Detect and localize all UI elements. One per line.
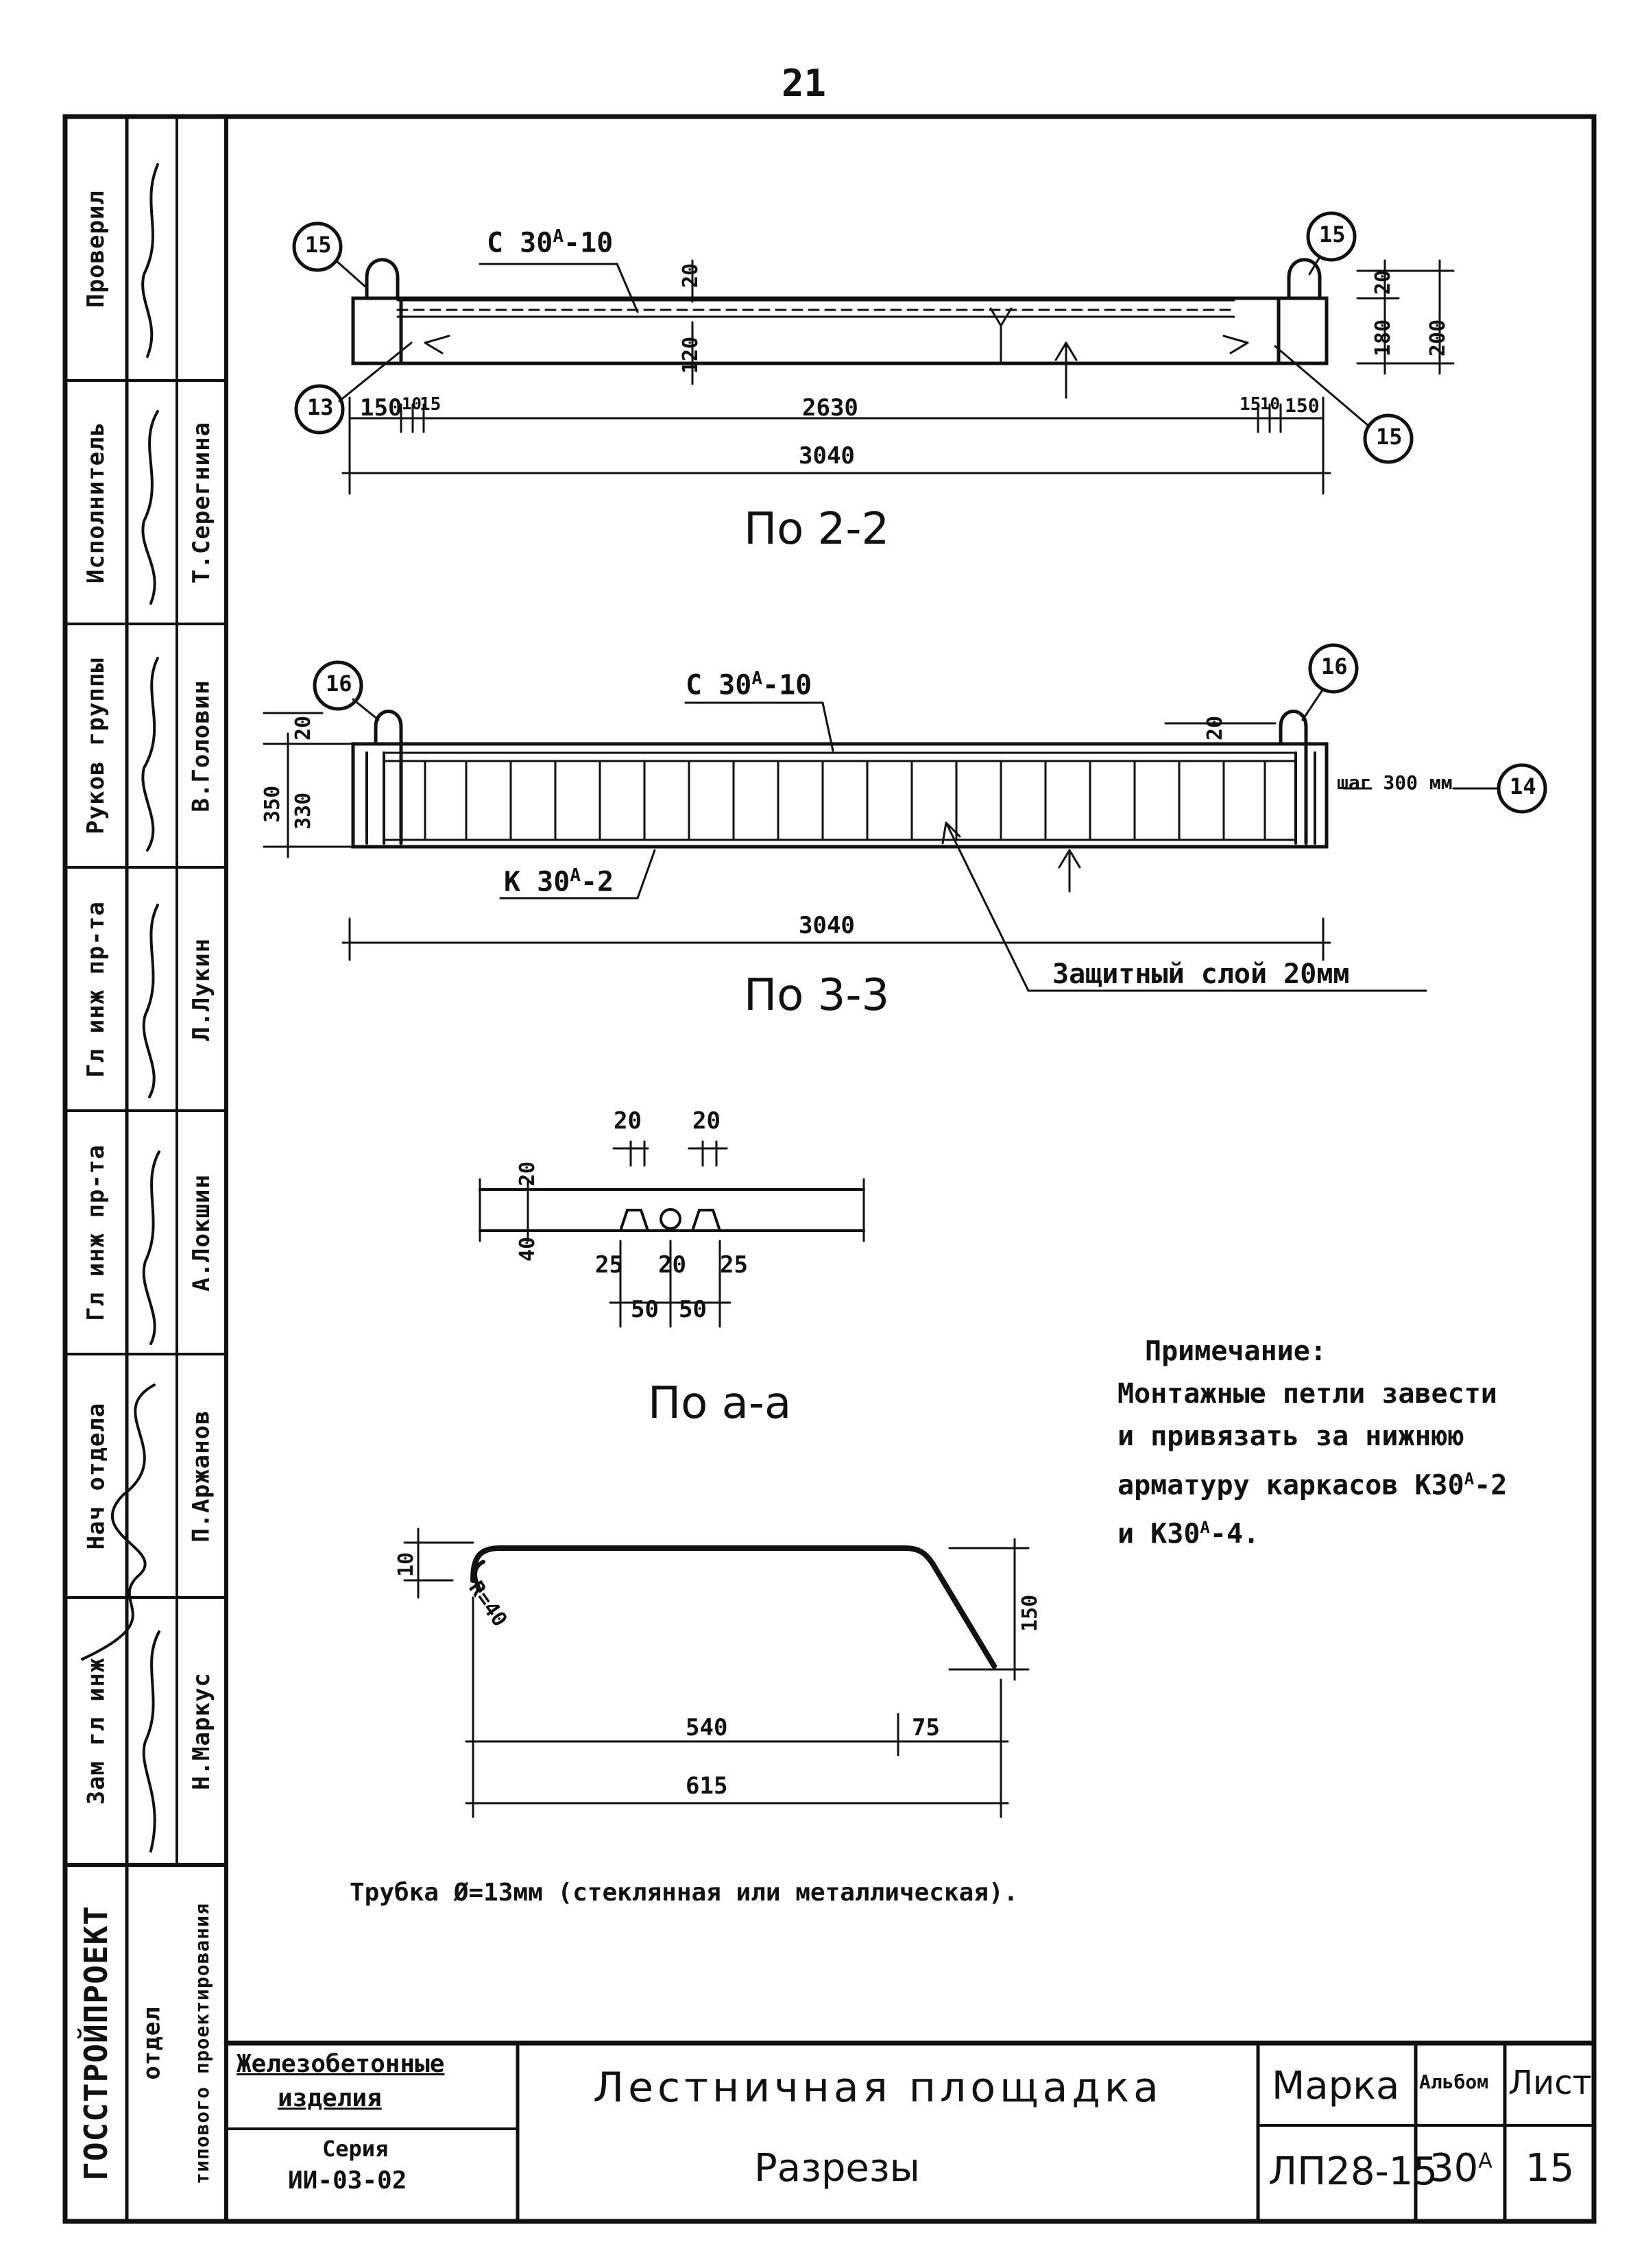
callout-15-left: 15: [305, 232, 332, 258]
section-2-2-drawing: [294, 213, 1453, 494]
dim-a-top-1: 20: [614, 1107, 642, 1135]
callout-16-right: 16: [1321, 653, 1348, 679]
vdim-200: 200: [1426, 319, 1450, 357]
vdim-350: 350: [261, 785, 285, 823]
note-title: Примечание:: [1145, 1336, 1327, 1367]
caption-section-3-3: По 3-3: [744, 970, 890, 1021]
dim-a-bot-3: 25: [720, 1251, 748, 1279]
note-line-1: Монтажные петли завести: [1117, 1378, 1497, 1410]
stamp-name-group-lead: В.Головин: [188, 679, 216, 812]
stamp-name-deputy-chief: Н.Маркус: [188, 1672, 216, 1790]
tb-series-label: Серия: [322, 2136, 389, 2162]
stamp-name-chief-engineer-2: А.Локшин: [188, 1173, 216, 1292]
vdim-330: 330: [291, 792, 315, 830]
caption-section-2-2: По 2-2: [744, 504, 890, 555]
tb-sheet: 15: [1525, 2146, 1575, 2191]
vdim-20-mid: 20: [679, 263, 703, 288]
cover-note: Защитный слой 20мм: [1052, 958, 1350, 990]
tb-marka: ЛП28-15: [1268, 2149, 1438, 2194]
tb-title: Лестничная площадка: [593, 2064, 1163, 2112]
caption-section-a-a: По а-а: [648, 1378, 792, 1429]
vdim-120-mid: 120: [679, 336, 703, 374]
stamp-org: ГОССТРОЙПРОЕКТ: [77, 1905, 115, 2181]
dim-a-bot-2: 20: [658, 1251, 686, 1279]
dim-150-left: 150: [360, 394, 402, 422]
rebar-label-3-3: С $30^А-10$: [686, 668, 812, 701]
dim-3040-2-2: 3040: [799, 442, 855, 470]
note-block: [1117, 1330, 1507, 1556]
stamp-role-deputy-chief: Зам гл инж: [82, 1657, 110, 1805]
vdim-180: 180: [1371, 319, 1395, 357]
dim-10-right: 10: [1260, 394, 1280, 413]
callout-15-right: 15: [1319, 221, 1346, 248]
dim-a-top-2: 20: [692, 1107, 721, 1135]
dim-2630: 2630: [802, 394, 858, 422]
tb-series: ИИ-03-02: [288, 2167, 407, 2195]
stamp-role-executor: Исполнитель: [82, 421, 110, 583]
vdim-20-3-3-left: 20: [291, 715, 315, 740]
dim-a-left-2: 40: [516, 1236, 540, 1262]
dim-a-bot-1: 25: [595, 1251, 623, 1279]
tube-caption: Трубка Ø=13мм (стеклянная или металлическая).: [350, 1879, 1019, 1907]
tube-radius: R=40: [463, 1577, 512, 1632]
dim-15-right: 15: [1240, 394, 1261, 415]
stamp-org-sub2: типового проектирования: [190, 1902, 213, 2184]
stamp-role-chief-engineer-2: Гл инж пр-та: [82, 1144, 110, 1321]
tube-dim-615: 615: [686, 1772, 728, 1800]
tb-album-label: Альбом: [1419, 2071, 1489, 2093]
dim-150-right: 150: [1285, 394, 1320, 417]
callout-14: 14: [1510, 773, 1536, 799]
tube-dim-75: 75: [912, 1714, 940, 1741]
vdim-20-right: 20: [1371, 269, 1395, 295]
rebar-label-2-2: С $30^А-10$: [487, 226, 614, 259]
tb-category-2: изделия: [278, 2084, 382, 2112]
stamp-role-department-head: Нач отдела: [82, 1402, 110, 1549]
tb-album: $30^А$: [1429, 2146, 1492, 2191]
stamp-name-chief-engineer-1: Л.Лукин: [188, 937, 216, 1041]
callout-15-bottom: 15: [1376, 424, 1403, 450]
dim-a-bot-5: 50: [679, 1296, 707, 1323]
dim-15-left: 15: [420, 394, 442, 415]
tb-category-1: Железобетонные: [237, 2050, 445, 2078]
stamp-role-group-lead: Руков группы: [82, 657, 110, 834]
stamp-org-sub1: отдел: [138, 2006, 166, 2080]
note-line-4: и $К30^А-4$.: [1117, 1518, 1260, 1550]
tube-dim-540: 540: [686, 1714, 728, 1741]
callout-13: 13: [307, 394, 334, 420]
tb-marka-label: Марка: [1272, 2064, 1400, 2108]
tube-dim-10: 10: [394, 1552, 418, 1577]
tb-subtitle: Разрезы: [754, 2146, 920, 2191]
page-number: 21: [782, 62, 827, 105]
dim-a-left-1: 20: [516, 1161, 540, 1186]
frame-label-3-3: К $30^А-2$: [504, 865, 614, 898]
dim-a-bot-4: 50: [631, 1296, 659, 1323]
callout-16-left: 16: [326, 671, 352, 697]
stamp-name-department-head: П.Аржанов: [188, 1409, 216, 1543]
note-line-2: и привязать за нижнюю: [1117, 1421, 1464, 1452]
dim-3040-3-3: 3040: [799, 912, 855, 939]
stamp-role-checked: Проверил: [82, 189, 110, 308]
dim-10-left: 10: [402, 394, 422, 413]
tube-dim-150: 150: [1018, 1594, 1042, 1632]
stamp-role-chief-engineer-1: Гл инж пр-та: [82, 900, 110, 1078]
stamp-name-executor: Т.Серегнина: [188, 421, 216, 583]
tb-sheet-label: Лист: [1508, 2064, 1592, 2102]
step-label: шаг 300 мм: [1337, 771, 1453, 794]
note-line-3: арматуру каркасов $К30^А-2$: [1117, 1469, 1508, 1501]
section-3-3-drawing: [264, 645, 1545, 991]
vdim-20-3-3-right: 20: [1203, 715, 1227, 740]
